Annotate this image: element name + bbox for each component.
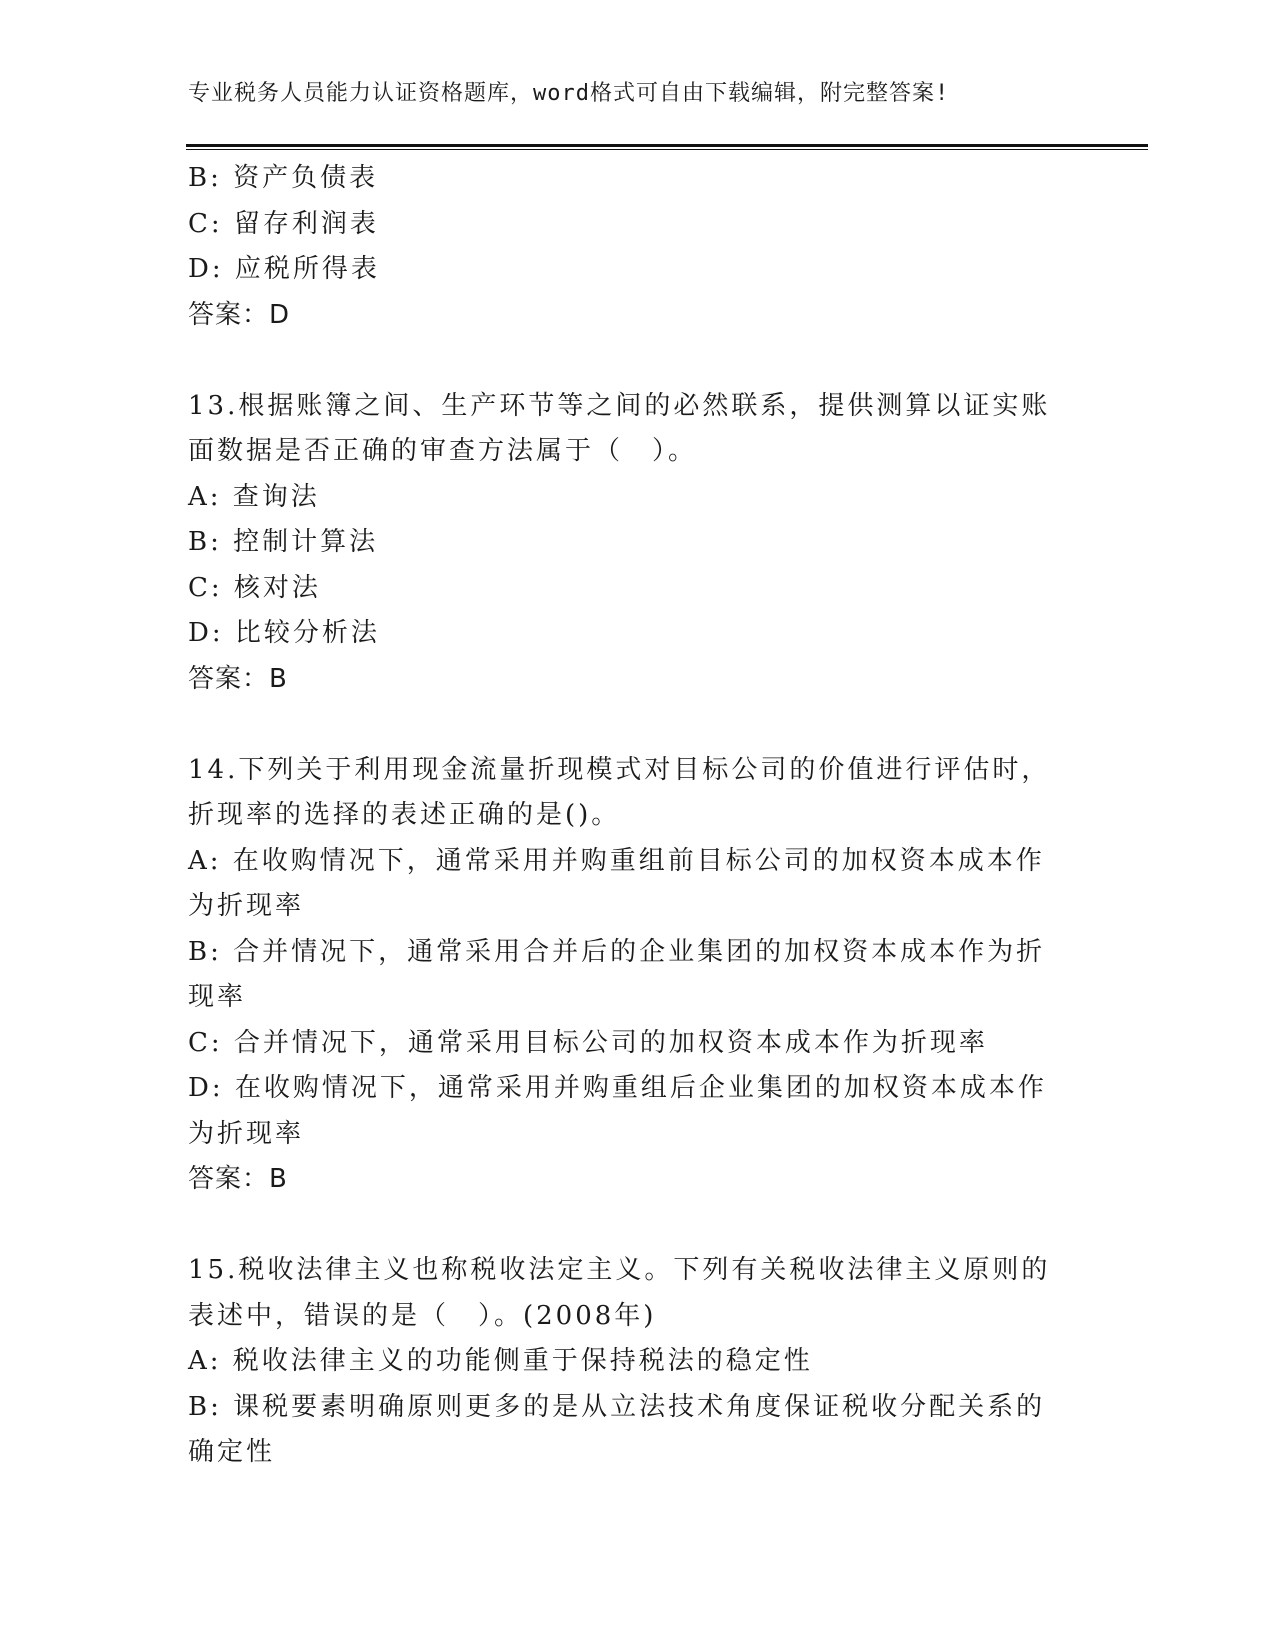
q13-stem: 13.根据账簿之间、生产环节等之间的必然联系，提供测算以证实账面数据是否正确的审查方法属于（ ）。 (188, 390, 1051, 466)
q13-option-a: A: 查询法 (188, 481, 320, 512)
q15-option-a: A: 税收法律主义的功能侧重于保持税法的稳定性 (188, 1346, 813, 1376)
page-header: 专业税务人员能力认证资格题库，word格式可自由下载编辑，附完整答案! (188, 81, 950, 106)
prev-option-c: C: 留存利润表 (188, 208, 379, 239)
q14-option-b: B: 合并情况下，通常采用合并后的企业集团的加权资本成本作为折现率 (188, 936, 1046, 1012)
header-rule-thin (186, 149, 1148, 150)
prev-option-d: D: 应税所得表 (188, 254, 380, 284)
spacer (188, 338, 1068, 384)
q13-answer: 答案：B (188, 663, 288, 694)
header-rule-thick (186, 144, 1148, 147)
q13-option-c: C: 核对法 (188, 572, 321, 603)
q14-option-d: D: 在收购情况下，通常采用并购重组后企业集团的加权资本成本作为折现率 (188, 1073, 1047, 1149)
prev-answer: 答案：D (188, 299, 291, 330)
q14-answer: 答案：B (188, 1164, 288, 1194)
spacer (188, 702, 1068, 748)
q14-stem: 14.下列关于利用现金流量折现模式对目标公司的价值进行评估时，折现率的选择的表述正确的是()。 (188, 754, 1051, 830)
spacer (188, 1203, 1068, 1249)
q14-option-a: A: 在收购情况下，通常采用并购重组前目标公司的加权资本成本作为折现率 (188, 845, 1045, 921)
q14-option-c: C: 合并情况下，通常采用目标公司的加权资本成本作为折现率 (188, 1027, 988, 1058)
q15-option-b: B: 课税要素明确原则更多的是从立法技术角度保证税收分配关系的确定性 (188, 1391, 1046, 1467)
q13-option-b: B: 控制计算法 (188, 527, 379, 557)
q13-option-d: D: 比较分析法 (188, 618, 380, 648)
question-content (188, 156, 1068, 1476)
prev-option-b: B: 资产负债表 (188, 163, 379, 193)
q15-stem: 15.税收法律主义也称税收法定主义。下列有关税收法律主义原则的表述中，错误的是（ ）。(2008年) (188, 1255, 1051, 1331)
